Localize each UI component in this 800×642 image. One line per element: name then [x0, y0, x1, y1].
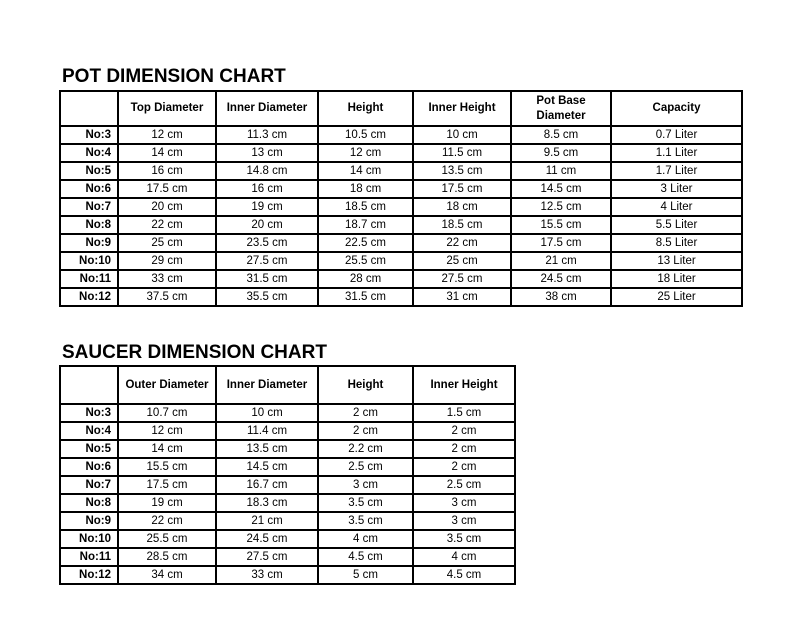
pot-table-cell: 29 cm: [118, 252, 216, 270]
saucer-table-cell: 3 cm: [413, 494, 515, 512]
pot-table-cell: 19 cm: [216, 198, 318, 216]
pot-header-corner: [60, 91, 118, 126]
pot-table-row: [60, 198, 742, 216]
saucer-table-cell: 17.5 cm: [118, 476, 216, 494]
saucer-row-label: No:6: [60, 458, 118, 476]
saucer-chart-title: SAUCER DIMENSION CHART: [62, 342, 327, 363]
saucer-header-corner: [60, 366, 118, 404]
saucer-row-label: No:11: [60, 548, 118, 566]
saucer-table-cell: 2.5 cm: [413, 476, 515, 494]
pot-table-row: [60, 162, 742, 180]
pot-table-cell: 35.5 cm: [216, 288, 318, 306]
pot-table-row: [60, 126, 742, 144]
pot-table-cell: 12 cm: [318, 144, 413, 162]
pot-table-cell: 18.5 cm: [413, 216, 511, 234]
pot-table-cell: 18 cm: [318, 180, 413, 198]
saucer-table-row: [60, 458, 515, 476]
saucer-table-cell: 3.5 cm: [318, 494, 413, 512]
saucer-row-label: No:3: [60, 404, 118, 422]
pot-table-cell: 31.5 cm: [318, 288, 413, 306]
pot-table-cell: 10 cm: [413, 126, 511, 144]
saucer-header-inner-diameter: Inner Diameter: [216, 366, 318, 404]
pot-row-label: No:6: [60, 180, 118, 198]
saucer-table-cell: 28.5 cm: [118, 548, 216, 566]
saucer-table-cell: 10.7 cm: [118, 404, 216, 422]
pot-table-cell: 17.5 cm: [413, 180, 511, 198]
saucer-table-cell: 33 cm: [216, 566, 318, 584]
saucer-table-cell: 16.7 cm: [216, 476, 318, 494]
pot-row-label: No:9: [60, 234, 118, 252]
saucer-table-cell: 2 cm: [413, 458, 515, 476]
saucer-table-cell: 22 cm: [118, 512, 216, 530]
pot-table-cell: 3 Liter: [611, 180, 742, 198]
pot-table-row: [60, 252, 742, 270]
saucer-row-label: No:8: [60, 494, 118, 512]
pot-table-cell: 18 Liter: [611, 270, 742, 288]
pot-header-capacity: Capacity: [611, 91, 742, 126]
pot-table-cell: 14.5 cm: [511, 180, 611, 198]
pot-table-cell: 0.7 Liter: [611, 126, 742, 144]
pot-table-cell: 25 cm: [413, 252, 511, 270]
pot-table-cell: 28 cm: [318, 270, 413, 288]
saucer-table-cell: 2 cm: [413, 422, 515, 440]
saucer-table-cell: 12 cm: [118, 422, 216, 440]
pot-table-row: [60, 144, 742, 162]
saucer-header-outer-diameter: Outer Diameter: [118, 366, 216, 404]
saucer-table-row: [60, 422, 515, 440]
pot-table-cell: 25 Liter: [611, 288, 742, 306]
saucer-row-label: No:12: [60, 566, 118, 584]
pot-table-cell: 18.5 cm: [318, 198, 413, 216]
saucer-table-cell: 10 cm: [216, 404, 318, 422]
saucer-table-cell: 3.5 cm: [413, 530, 515, 548]
saucer-header-inner-height: Inner Height: [413, 366, 515, 404]
saucer-table-cell: 14.5 cm: [216, 458, 318, 476]
saucer-table-row: [60, 548, 515, 566]
saucer-header-row: [60, 366, 515, 404]
pot-table-cell: 12.5 cm: [511, 198, 611, 216]
pot-row-label: No:12: [60, 288, 118, 306]
pot-row-label: No:5: [60, 162, 118, 180]
pot-table-cell: 31.5 cm: [216, 270, 318, 288]
pot-table-cell: 13 cm: [216, 144, 318, 162]
saucer-table-cell: 1.5 cm: [413, 404, 515, 422]
saucer-table-row: [60, 440, 515, 458]
saucer-table-cell: 2 cm: [318, 404, 413, 422]
saucer-row-label: No:7: [60, 476, 118, 494]
pot-table-cell: 1.7 Liter: [611, 162, 742, 180]
saucer-table-cell: 4.5 cm: [318, 548, 413, 566]
pot-table-cell: 20 cm: [216, 216, 318, 234]
pot-table-cell: 31 cm: [413, 288, 511, 306]
pot-header-height: Height: [318, 91, 413, 126]
pot-row-label: No:3: [60, 126, 118, 144]
pot-row-label: No:8: [60, 216, 118, 234]
saucer-dimension-table: [59, 365, 516, 585]
pot-table-cell: 11.3 cm: [216, 126, 318, 144]
saucer-row-label: No:4: [60, 422, 118, 440]
saucer-table-cell: 4 cm: [413, 548, 515, 566]
saucer-table-cell: 34 cm: [118, 566, 216, 584]
saucer-table-row: [60, 512, 515, 530]
pot-table-cell: 21 cm: [511, 252, 611, 270]
pot-table-cell: 25.5 cm: [318, 252, 413, 270]
saucer-table-cell: 18.3 cm: [216, 494, 318, 512]
saucer-table-cell: 2.5 cm: [318, 458, 413, 476]
pot-table-cell: 25 cm: [118, 234, 216, 252]
saucer-table-cell: 2.2 cm: [318, 440, 413, 458]
saucer-table-row: [60, 404, 515, 422]
saucer-table-cell: 14 cm: [118, 440, 216, 458]
pot-table-row: [60, 270, 742, 288]
saucer-table-cell: 21 cm: [216, 512, 318, 530]
pot-table-cell: 8.5 cm: [511, 126, 611, 144]
pot-table-cell: 16 cm: [118, 162, 216, 180]
pot-table-cell: 24.5 cm: [511, 270, 611, 288]
pot-dimension-table: [59, 90, 743, 307]
pot-table-cell: 12 cm: [118, 126, 216, 144]
saucer-table-cell: 3 cm: [318, 476, 413, 494]
pot-table-cell: 16 cm: [216, 180, 318, 198]
saucer-table-row: [60, 494, 515, 512]
pot-table-cell: 11.5 cm: [413, 144, 511, 162]
pot-table-cell: 1.1 Liter: [611, 144, 742, 162]
saucer-row-label: No:10: [60, 530, 118, 548]
pot-header-base-diameter: Pot Base Diameter: [511, 91, 611, 126]
pot-table-cell: 13.5 cm: [413, 162, 511, 180]
pot-chart-title: POT DIMENSION CHART: [62, 66, 286, 87]
pot-table-cell: 17.5 cm: [511, 234, 611, 252]
pot-table-row: [60, 288, 742, 306]
saucer-table-cell: 15.5 cm: [118, 458, 216, 476]
saucer-table-row: [60, 566, 515, 584]
pot-table-cell: 17.5 cm: [118, 180, 216, 198]
saucer-table-cell: 11.4 cm: [216, 422, 318, 440]
pot-table-cell: 14 cm: [318, 162, 413, 180]
pot-table-cell: 37.5 cm: [118, 288, 216, 306]
pot-table-cell: 20 cm: [118, 198, 216, 216]
pot-table-cell: 10.5 cm: [318, 126, 413, 144]
saucer-table-cell: 4 cm: [318, 530, 413, 548]
pot-row-label: No:11: [60, 270, 118, 288]
pot-table-cell: 18 cm: [413, 198, 511, 216]
saucer-table-cell: 3 cm: [413, 512, 515, 530]
saucer-table-cell: 24.5 cm: [216, 530, 318, 548]
saucer-table-row: [60, 476, 515, 494]
pot-header-row: [60, 91, 742, 126]
pot-table-cell: 22.5 cm: [318, 234, 413, 252]
saucer-row-label: No:9: [60, 512, 118, 530]
pot-table-cell: 22 cm: [413, 234, 511, 252]
pot-table-cell: 14 cm: [118, 144, 216, 162]
pot-table-cell: 4 Liter: [611, 198, 742, 216]
pot-header-top-diameter: Top Diameter: [118, 91, 216, 126]
pot-row-label: No:7: [60, 198, 118, 216]
pot-table-cell: 13 Liter: [611, 252, 742, 270]
pot-header-inner-height: Inner Height: [413, 91, 511, 126]
pot-table-cell: 11 cm: [511, 162, 611, 180]
pot-table-cell: 8.5 Liter: [611, 234, 742, 252]
pot-table-cell: 5.5 Liter: [611, 216, 742, 234]
saucer-row-label: No:5: [60, 440, 118, 458]
saucer-table-cell: 4.5 cm: [413, 566, 515, 584]
saucer-table-cell: 27.5 cm: [216, 548, 318, 566]
saucer-table-cell: 19 cm: [118, 494, 216, 512]
pot-table-row: [60, 216, 742, 234]
saucer-table-row: [60, 530, 515, 548]
pot-table-row: [60, 180, 742, 198]
pot-table-cell: 27.5 cm: [413, 270, 511, 288]
pot-header-inner-diameter: Inner Diameter: [216, 91, 318, 126]
pot-table-cell: 22 cm: [118, 216, 216, 234]
saucer-table-cell: 2 cm: [318, 422, 413, 440]
saucer-table-cell: 5 cm: [318, 566, 413, 584]
saucer-table-cell: 2 cm: [413, 440, 515, 458]
pot-table-cell: 27.5 cm: [216, 252, 318, 270]
pot-row-label: No:10: [60, 252, 118, 270]
pot-table-cell: 14.8 cm: [216, 162, 318, 180]
pot-table-cell: 23.5 cm: [216, 234, 318, 252]
saucer-table-cell: 25.5 cm: [118, 530, 216, 548]
saucer-table-cell: 13.5 cm: [216, 440, 318, 458]
saucer-header-height: Height: [318, 366, 413, 404]
pot-table-cell: 33 cm: [118, 270, 216, 288]
pot-table-cell: 9.5 cm: [511, 144, 611, 162]
pot-table-cell: 15.5 cm: [511, 216, 611, 234]
saucer-table-cell: 3.5 cm: [318, 512, 413, 530]
pot-table-cell: 18.7 cm: [318, 216, 413, 234]
pot-table-row: [60, 234, 742, 252]
pot-row-label: No:4: [60, 144, 118, 162]
pot-table-cell: 38 cm: [511, 288, 611, 306]
